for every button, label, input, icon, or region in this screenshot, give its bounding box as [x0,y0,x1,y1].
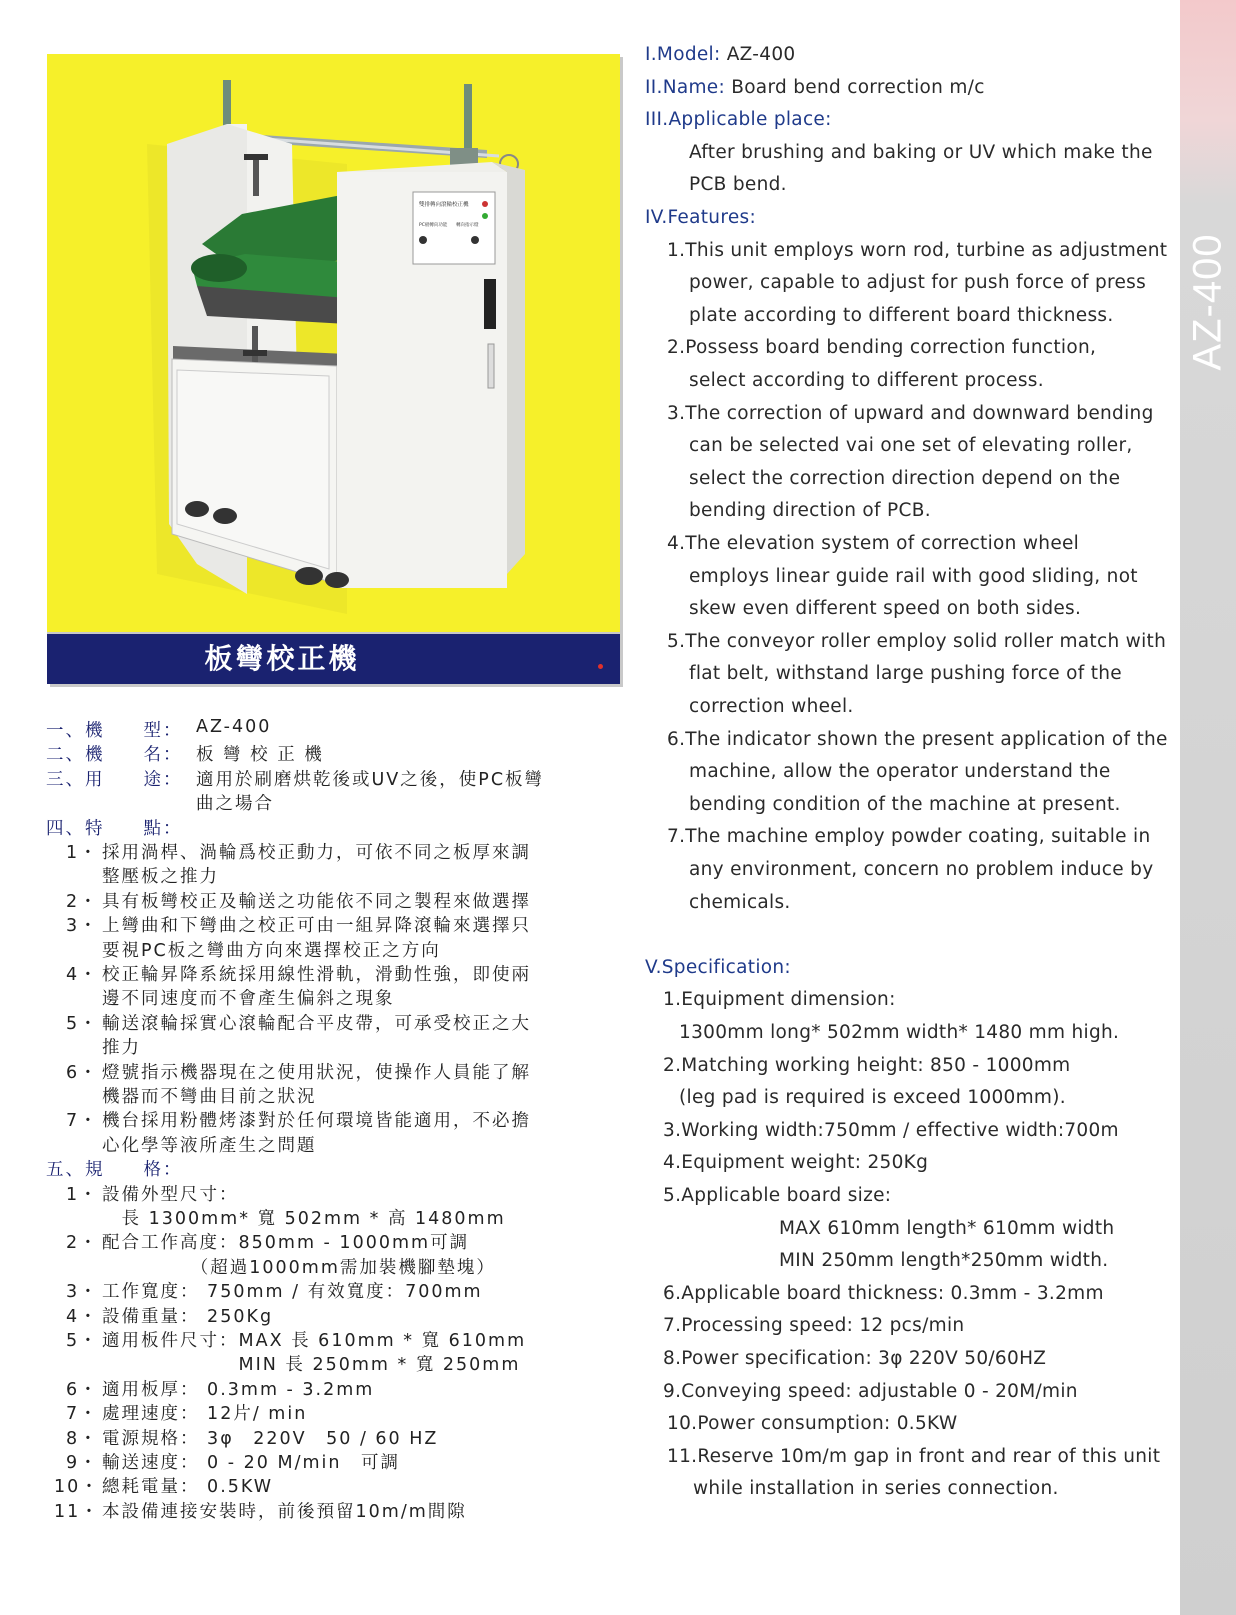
zh-feature-line: 機器而不彎曲目前之狀況 [102,1087,317,1107]
feature-line: power, capable to adjust for push force of press [689,272,1147,294]
zh-feature-line: 邊不同速度而不會產生偏斜之現象 [102,989,395,1010]
zh-feature-line: 整壓板之推力 [102,867,219,888]
zh-spec-number: 3・ [66,1282,99,1303]
zh-spec-header: 五、規 格： [46,1160,183,1181]
zh-feature-number: 6・ [66,1062,99,1083]
feature-line: skew even different speed on both sides. [689,598,1082,620]
spec-item: 9.Conveying speed: adjustable 0 - 20M/min [663,1380,1078,1402]
zh-spec-number: 5・ [66,1331,99,1351]
svg-text:雙排轉向滾輪校正機: 雙排轉向滾輪校正機 [419,202,469,208]
feature-line: chemicals. [689,891,791,913]
zh-spec-line: 處理速度： 12片/ min [102,1404,308,1425]
feature-item: 2.Possess board bending correction function, [667,337,1097,359]
feature-item: 4.The elevation system of correction wheel [667,533,1080,554]
name-label: II.Name: [645,76,726,98]
spec-item: 6.Applicable board thickness: 0.3mm - 3.2mm [663,1282,1104,1304]
spec-line: 1300mm long* 502mm width* 1480 mm high. [679,1022,1120,1043]
model-value: AZ-400 [720,44,796,65]
svg-text:PC板轉向功能: PC板轉向功能 [419,223,448,228]
zh-item-label: 三、用 途： [46,769,183,790]
spec-line: while installation in series connection. [693,1478,1059,1500]
spec-line: MAX 610mm length* 610mm width [779,1217,1115,1239]
svg-text:轉向指示燈: 轉向指示燈 [456,223,479,228]
feature-item: 1.This unit employs worn rod, turbine as adjustment [667,239,1168,261]
spec-item: 3.Working width:750mm / effective width:700m [663,1119,1119,1141]
zh-spec-number: 2・ [66,1233,99,1254]
model-label: I.Model: [645,44,721,65]
zh-spec-line: 工作寬度： 750mm / 有效寬度：700mm [102,1282,483,1303]
zh-feature-line: 推力 [102,1038,141,1059]
zh-spec-number: 4・ [66,1306,99,1327]
zh-feature-line: 具有板彎校正及輸送之功能依不同之製程來做選擇 [102,891,531,912]
features-label: IV.Features: [645,207,756,228]
zh-spec-number: 8・ [66,1428,99,1449]
zh-spec-line: 本設備連接安裝時，前後預留10m/m間隙 [102,1501,467,1522]
zh-spec-line: 適用板厚： 0.3mm - 3.2mm [102,1379,375,1400]
zh-spec-number: 11・ [54,1501,100,1522]
feature-item: 3.The correction of upward and downward bending [667,402,1154,424]
spec-item: 7.Processing speed: 12 pcs/min [663,1315,965,1337]
zh-item-value: 板 彎 校 正 機 [196,745,324,766]
zh-spec-line: 設備外型尺寸： [102,1184,239,1205]
spec-item: 4.Equipment weight: 250Kg [663,1152,929,1174]
spec-label: V.Specification: [645,956,791,978]
zh-spec-number: 6・ [66,1379,99,1400]
spec-item: 10.Power consumption: 0.5KW [667,1413,958,1435]
spec-item: 1.Equipment dimension: [663,989,896,1011]
zh-spec-line: MIN 長 250mm * 寬 250mm [102,1355,521,1376]
zh-spec-number: 10・ [54,1477,100,1498]
spec-line: MIN 250mm length*250mm width. [779,1250,1109,1272]
zh-feature-line: 燈號指示機器現在之使用狀況，使操作人員能了解 [102,1062,531,1083]
place-label: III.Applicable place: [645,109,832,131]
zh-feature-number: 4・ [66,965,99,985]
name-row [645,77,985,98]
spec-line: (leg pad is required is exceed 1000mm). [679,1087,1066,1109]
spec-item: 5.Applicable board size: [663,1185,892,1206]
zh-spec-number: 7・ [66,1404,99,1425]
zh-feature-line: 上彎曲和下彎曲之校正可由一組昇降滾輪來選擇只 [102,916,531,937]
zh-feature-line: 要視PC板之彎曲方向來選擇校正之方向 [102,940,441,961]
caption-dot [598,664,603,669]
zh-item-label: 四、特 點： [46,818,183,839]
zh-feature-line: 採用渦桿、渦輪爲校正動力，可依不同之板厚來調 [102,843,531,863]
zh-item-label: 二、機 名： [46,745,183,766]
feature-line: select the correction direction depend on the [689,467,1121,489]
spec-item: 2.Matching working height: 850 - 1000mm [663,1054,1071,1076]
feature-item: 6.The indicator shown the present application of the [667,728,1168,750]
zh-spec-line: 設備重量： 250Kg [102,1306,274,1327]
side-model-label: AZ-400 [1185,233,1230,371]
feature-line: plate according to different board thickness. [689,304,1114,326]
caption-bar [47,632,620,684]
place-line: After brushing and baking or UV which make the [689,141,1153,163]
product-photo [47,54,620,684]
feature-line: any environment, concern no problem induce by [689,859,1154,880]
caption-title: 板彎校正機 [204,642,360,675]
name-value: Board bend correction m/c [725,76,985,98]
zh-feature-number: 3・ [66,916,99,937]
zh-spec-line: 輸送速度： 0 - 20 M/min 可調 [102,1453,400,1473]
feature-line: flat belt, withstand large pushing force of the [689,663,1122,685]
spec-item: 11.Reserve 10m/m gap in front and rear of this unit [667,1445,1161,1467]
zh-feature-line: 校正輪昇降系統採用線性滑軌，滑動性強，即使兩 [102,965,531,985]
zh-feature-line: 心化學等液所產生之問題 [102,1135,317,1156]
feature-item: 7.The machine employ powder coating, suitable in [667,826,1151,848]
zh-feature-number: 2・ [66,891,99,912]
zh-spec-number: 9・ [66,1453,99,1473]
feature-line: machine, allow the operator understand the [689,761,1111,783]
feature-line: correction wheel. [689,696,854,717]
zh-item-value-cont: 曲之場合 [196,794,274,815]
zh-item-value: 適用於刷磨烘乾後或UV之後，使PC板彎 [196,769,545,790]
feature-line: select according to different process. [689,370,1044,391]
feature-line: employs linear guide rail with good sliding, not [689,565,1138,587]
zh-spec-line: 配合工作高度：850mm - 1000mm可調 [102,1233,470,1254]
spec-item: 8.Power specification: 3φ 220V 50/60HZ [663,1348,1047,1369]
zh-feature-line: 機台採用粉體烤漆對於任何環境皆能適用，不必擔 [102,1111,531,1132]
feature-line: bending direction of PCB. [689,500,931,522]
zh-spec-line: 長 1300mm* 寬 502mm * 高 1480mm [102,1209,506,1229]
zh-feature-line: 輸送滾輪採實心滾輪配合平皮帶，可承受校正之大 [102,1013,531,1034]
zh-spec-line: （超過1000mm需加裝機腳墊塊） [102,1257,496,1278]
place-line: PCB bend. [689,174,787,196]
zh-spec-line: 總耗電量： 0.5KW [102,1477,274,1498]
zh-spec-line: 電源規格： 3φ 220V 50 / 60 HZ [102,1428,439,1449]
zh-spec-line: 適用板件尺寸：MAX 長 610mm * 寬 610mm [102,1331,527,1351]
model-row [645,44,796,65]
zh-spec-number: 1・ [66,1184,99,1205]
zh-item-label: 一、機 型： [46,721,183,741]
feature-item: 5.The conveyor roller employ solid roller match with [667,630,1167,652]
feature-line: bending condition of the machine at present. [689,793,1121,815]
zh-feature-number: 7・ [66,1111,99,1132]
zh-feature-number: 5・ [66,1013,99,1034]
zh-item-value: AZ-400 [196,717,272,737]
feature-line: can be selected vai one set of elevating roller, [689,435,1133,457]
zh-feature-number: 1・ [66,843,99,863]
